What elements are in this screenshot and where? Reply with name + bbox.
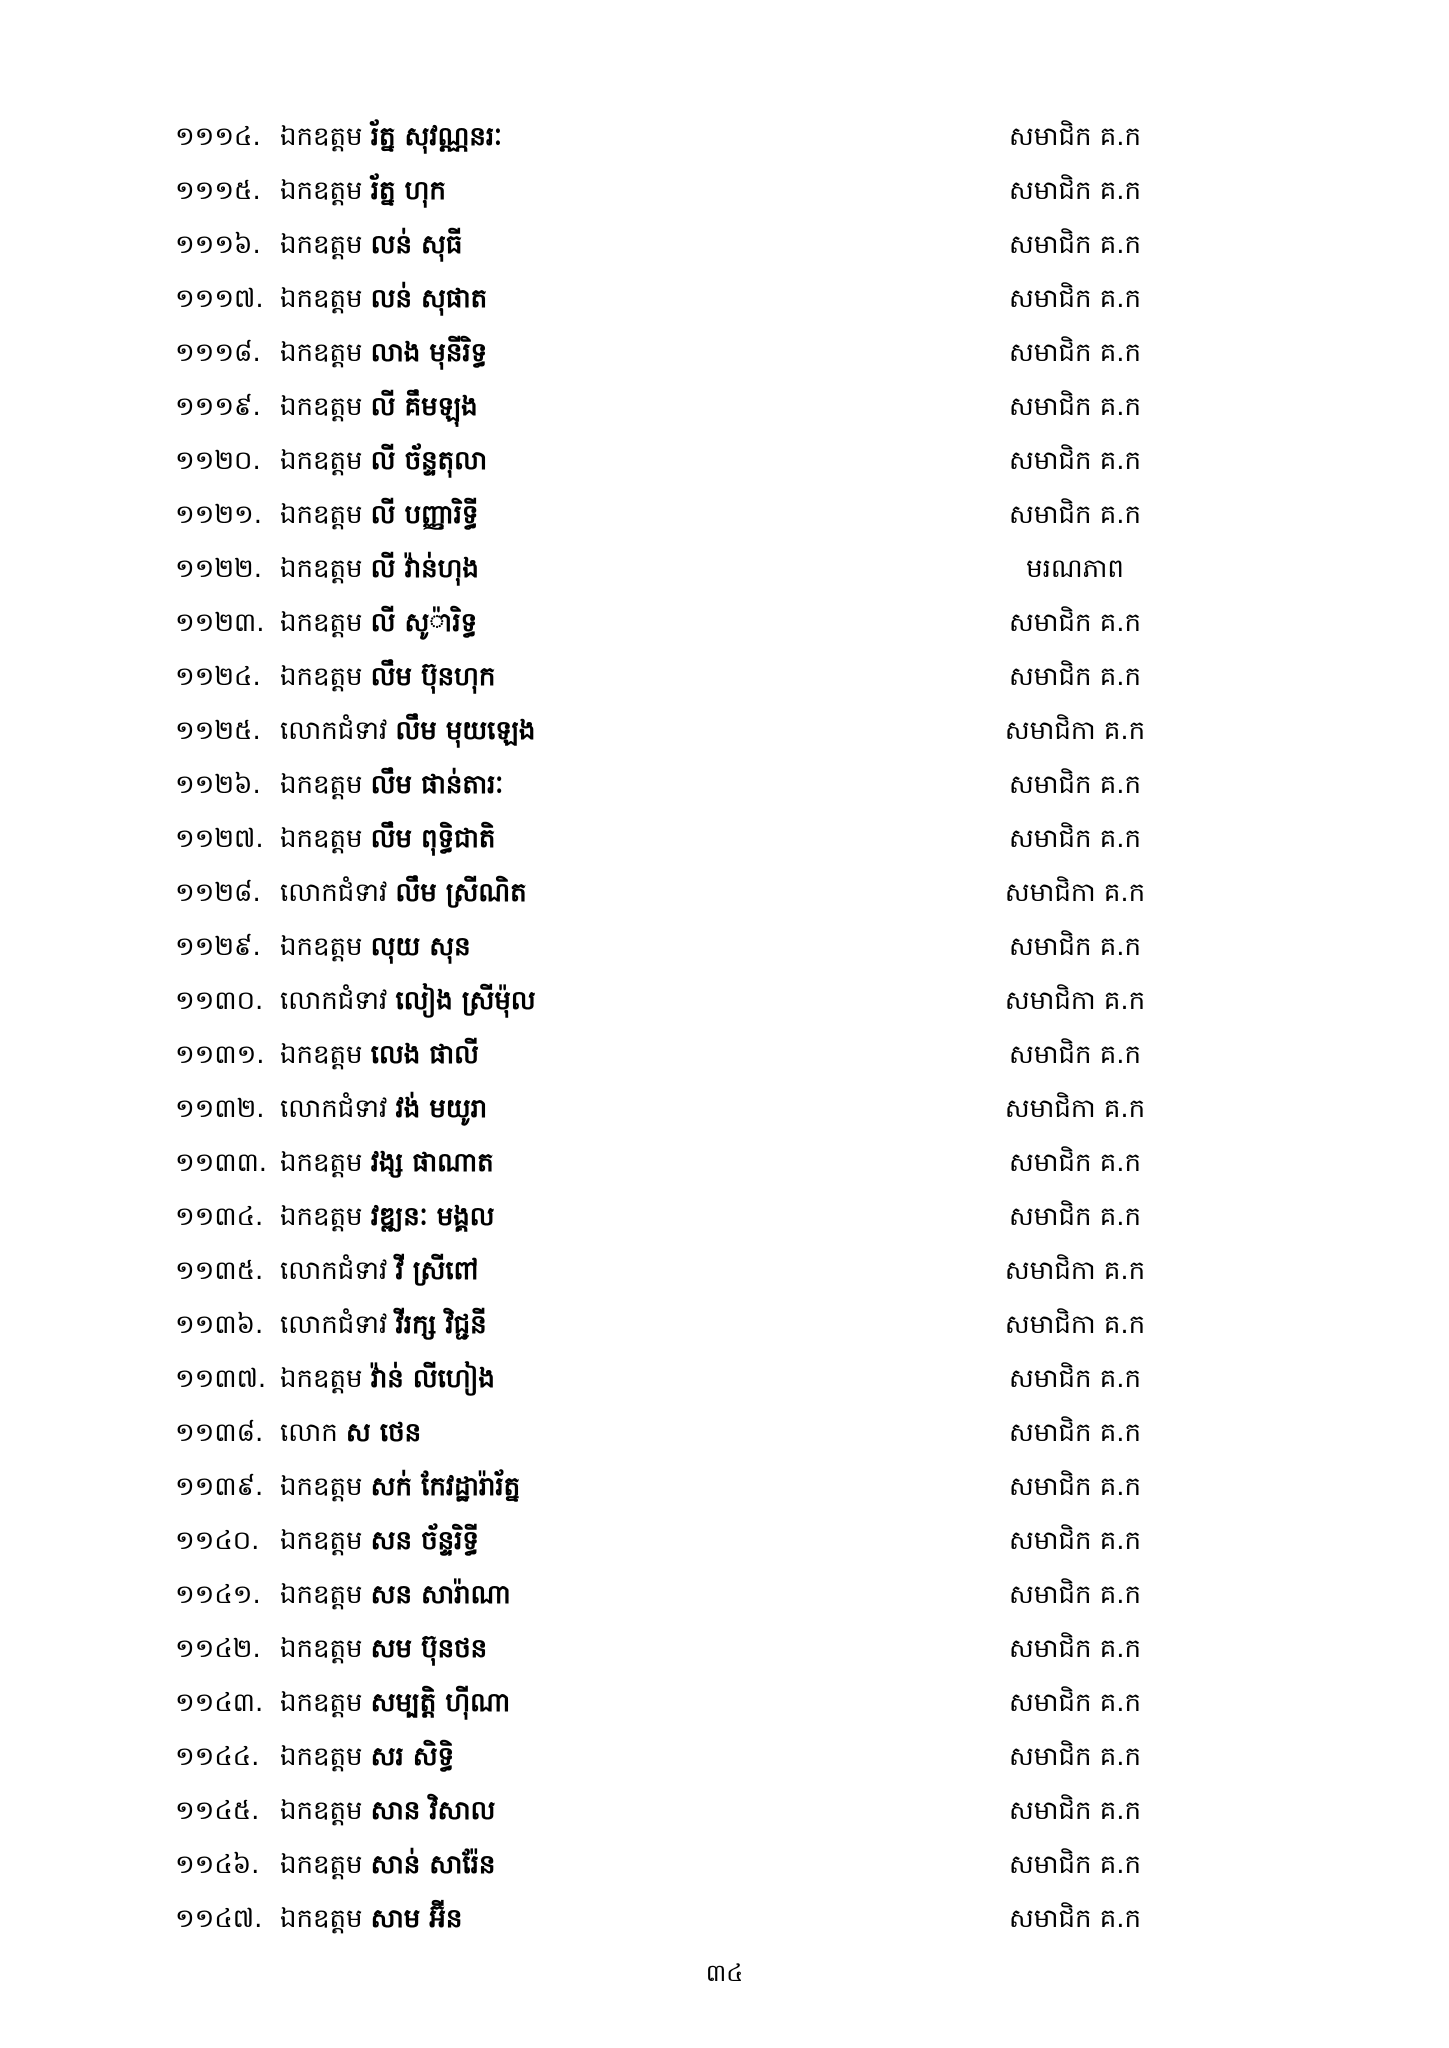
honorific-title: លោកជំទាវ (280, 878, 388, 908)
member-role: សមាជិក គ.ក (1008, 1742, 1142, 1772)
entry-number: ១១៤៣. (175, 1688, 264, 1718)
member-role: សមាជិក គ.ក (1008, 1526, 1142, 1556)
entry-name-line (280, 1794, 495, 1828)
honorific-title: ឯកឧត្តម (280, 1688, 363, 1718)
entry-number: ១១៣៩. (175, 1472, 264, 1502)
member-name: សន ច័ន្ទរិទ្ធី (370, 1526, 479, 1556)
honorific-title: ឯកឧត្តម (280, 392, 363, 422)
honorific-title: ឯកឧត្តម (280, 554, 363, 584)
member-role: សមាជិក គ.ក (1008, 284, 1142, 314)
entry-number: ១១២២. (175, 554, 262, 584)
member-role: សមាជិក គ.ក (1008, 1202, 1142, 1232)
entry-number: ១១១៨. (175, 338, 261, 368)
member-name: លី ច័ន្ទតុលា (370, 446, 488, 476)
member-name: លី សូ៉ារិទ្ធ (370, 608, 478, 638)
list-item (0, 1460, 1449, 1514)
entry-number: ១១៤៥. (175, 1796, 260, 1826)
list-item (0, 1298, 1449, 1352)
entry-name-line (280, 984, 536, 1018)
list-item (0, 1028, 1449, 1082)
list-item (0, 1730, 1449, 1784)
entry-number: ១១២៣. (175, 608, 265, 638)
honorific-title: ឯកឧត្តម (280, 1148, 363, 1178)
honorific-title: ឯកឧត្តម (280, 932, 363, 962)
member-name: សាន វិសាល (370, 1796, 496, 1826)
entry-number: ១១៣៤. (175, 1202, 264, 1232)
entry-number: ១១២៧. (175, 824, 264, 854)
entry-number: ១១២៦. (175, 770, 261, 800)
list-item (0, 704, 1449, 758)
list-item (0, 488, 1449, 542)
list-item (0, 434, 1449, 488)
member-name: រ័ត្ន ហុក (370, 176, 446, 206)
member-name: វង្ស ផាណាត (370, 1148, 494, 1178)
list-item (0, 380, 1449, 434)
member-role: សមាជិកា គ.ក (1004, 1256, 1146, 1286)
honorific-title: ឯកឧត្តម (280, 608, 363, 638)
list-item (0, 1244, 1449, 1298)
entry-number: ១១២៨. (175, 878, 261, 908)
member-list (0, 110, 1449, 1946)
honorific-title: លោកជំទាវ (280, 1094, 388, 1124)
list-item (0, 1514, 1449, 1568)
entry-number: ១១៣៥. (175, 1256, 264, 1286)
entry-name-line (280, 1470, 520, 1504)
entry-number: ១១២៩. (175, 932, 261, 962)
member-name: លៀង ស្រីម៉ុល (395, 986, 536, 1016)
entry-number: ១១១៩. (175, 392, 261, 422)
list-item (0, 1892, 1449, 1946)
honorific-title: ឯកឧត្តម (280, 1634, 363, 1664)
honorific-title: ឯកឧត្តម (280, 1040, 363, 1070)
member-name: លឹម មុយឡេង (395, 716, 536, 746)
entry-number: ១១៣០. (175, 986, 264, 1016)
member-role: សមាជិក គ.ក (1008, 1850, 1142, 1880)
entry-number: ១១៤០. (175, 1526, 260, 1556)
entry-name-line (280, 1146, 494, 1180)
member-role: សមាជិក គ.ក (1008, 1040, 1142, 1070)
entry-name-line (280, 1578, 511, 1612)
entry-number: ១១៣២. (175, 1094, 265, 1124)
entry-name-line (280, 606, 477, 640)
honorific-title: ឯកឧត្តម (280, 824, 363, 854)
member-role: សមាជិក គ.ក (1008, 1418, 1142, 1448)
list-item (0, 812, 1449, 866)
member-role: សមាជិក គ.ក (1008, 1472, 1142, 1502)
member-name: សន សារ៉ាណា (370, 1580, 511, 1610)
honorific-title: ឯកឧត្តម (280, 1904, 363, 1934)
entry-name-line (280, 120, 502, 154)
member-name: លឹម ប៊ុនហុក (370, 662, 496, 692)
entry-name-line (280, 1902, 462, 1936)
honorific-title: ឯកឧត្តម (280, 122, 363, 152)
list-item (0, 272, 1449, 326)
entry-number: ១១៣៨. (175, 1418, 264, 1448)
list-item (0, 1190, 1449, 1244)
member-role: សមាជិក គ.ក (1008, 1148, 1142, 1178)
member-name: លឹម ផាន់តារៈ (370, 770, 504, 800)
entry-number: ១១៤២. (175, 1634, 261, 1664)
member-name: លន់ សុធី (370, 230, 463, 260)
list-item (0, 542, 1449, 596)
member-role: សមាជិក គ.ក (1008, 122, 1142, 152)
entry-number: ១១៣៧. (175, 1364, 267, 1394)
honorific-title: ឯកឧត្តម (280, 1742, 363, 1772)
entry-number: ១១១៧. (175, 284, 264, 314)
entry-name-line (280, 1686, 510, 1720)
member-role: សមាជិក គ.ក (1008, 1796, 1142, 1826)
entry-number: ១១៤៧. (175, 1904, 263, 1934)
entry-name-line (280, 876, 527, 910)
honorific-title: លោកជំទាវ (280, 1310, 388, 1340)
entry-number: ១១២០. (175, 446, 261, 476)
honorific-title: ឯកឧត្តម (280, 1472, 363, 1502)
member-role: សមាជិក គ.ក (1008, 1364, 1142, 1394)
entry-number: ១១២១. (175, 500, 262, 530)
list-item (0, 596, 1449, 650)
list-item (0, 758, 1449, 812)
list-item (0, 218, 1449, 272)
member-name: លុយ សុន (370, 932, 471, 962)
member-name: វឌ្ឍនៈ មង្គល (370, 1202, 495, 1232)
honorific-title: ឯកឧត្តម (280, 1526, 363, 1556)
member-role: សមាជិក គ.ក (1008, 662, 1142, 692)
entry-number: ១១១៤. (175, 122, 261, 152)
page-number: ៣៤ (705, 1959, 744, 1987)
list-item (0, 974, 1449, 1028)
member-name: លន់ សុផាត (370, 284, 488, 314)
member-name: សម្បត្តិ ហ៊ីណា (370, 1688, 511, 1718)
member-role: សមាជិកា គ.ក (1004, 1310, 1146, 1340)
member-name: រ័ត្ន សុវណ្ណនរៈ (370, 122, 503, 152)
entry-name-line (280, 336, 487, 370)
honorific-title: ឯកឧត្តម (280, 500, 363, 530)
honorific-title: ឯកឧត្តម (280, 1364, 363, 1394)
member-role: សមាជិក គ.ក (1008, 824, 1142, 854)
entry-number: ១១២៥. (175, 716, 261, 746)
member-role: សមាជិក គ.ក (1008, 608, 1142, 638)
honorific-title: ឯកឧត្តម (280, 770, 363, 800)
member-name: លេង ផាលី (370, 1040, 479, 1070)
list-item (0, 866, 1449, 920)
member-role: សមាជិក គ.ក (1008, 932, 1142, 962)
member-name: សាន់ សារ៉ែន (370, 1850, 496, 1880)
list-item (0, 1136, 1449, 1190)
member-name: លាង មុនីរិទ្ធ (370, 338, 488, 368)
member-role: សមាជិក គ.ក (1008, 1634, 1142, 1664)
entry-number: ១១៣១. (175, 1040, 265, 1070)
member-role: សមាជិក គ.ក (1008, 1904, 1142, 1934)
entry-number: ១១៤១. (175, 1580, 261, 1610)
entry-name-line (280, 552, 479, 586)
entry-name-line (280, 1038, 479, 1072)
honorific-title: ឯកឧត្តម (280, 230, 363, 260)
member-name: លី គឹមឡុង (370, 392, 478, 422)
member-role: សមាជិកា គ.ក (1004, 1094, 1146, 1124)
entry-name-line (280, 444, 487, 478)
member-role: សមាជិក គ.ក (1008, 446, 1142, 476)
list-item (0, 1082, 1449, 1136)
member-name: វង់ មយូរា (395, 1094, 488, 1124)
member-name: លឹម ពុទ្ធិជាតិ (370, 824, 496, 854)
member-role: សមាជិកា គ.ក (1004, 716, 1146, 746)
member-name: សក់ កែវដ្ឋារ៉ារ័ត្ន (370, 1472, 521, 1502)
honorific-title: លោកជំទាវ (280, 716, 388, 746)
member-role: សមាជិកា គ.ក (1004, 878, 1146, 908)
entry-name-line (280, 1632, 487, 1666)
entry-number: ១១២៤. (175, 662, 261, 692)
entry-number: ១១៤៤. (175, 1742, 260, 1772)
list-item (0, 1676, 1449, 1730)
member-role: សមាជិក គ.ក (1008, 1688, 1142, 1718)
member-name: វី ស្រីពៅ (395, 1256, 479, 1286)
list-item (0, 1352, 1449, 1406)
honorific-title: លោក (280, 1418, 338, 1448)
member-name: លី វ៉ាន់ហុង (370, 554, 479, 584)
member-role: មរណភាព (1026, 554, 1124, 584)
list-item (0, 920, 1449, 974)
member-role: សមាជិក គ.ក (1008, 770, 1142, 800)
member-name: វ៉ាន់ លីហៀង (370, 1364, 495, 1394)
entry-name-line (280, 822, 495, 856)
member-name: សរ សិទ្ធិ (370, 1742, 455, 1772)
entry-name-line (280, 1848, 495, 1882)
member-role: សមាជិក គ.ក (1008, 1580, 1142, 1610)
member-role: សមាជិក គ.ក (1008, 176, 1142, 206)
entry-name-line (280, 768, 503, 802)
member-name: លី បញ្ញារិទ្ធី (370, 500, 479, 530)
member-name: សម ប៊ុនថន (370, 1634, 488, 1664)
entry-name-line (280, 1362, 495, 1396)
entry-name-line (280, 390, 478, 424)
member-role: សមាជិក គ.ក (1008, 500, 1142, 530)
entry-name-line (280, 1200, 495, 1234)
honorific-title: ឯកឧត្តម (280, 446, 363, 476)
entry-number: ១១១៥. (175, 176, 261, 206)
entry-name-line (280, 1740, 454, 1774)
list-item (0, 164, 1449, 218)
honorific-title: លោកជំទាវ (280, 1256, 388, 1286)
member-name: ស ថេន (346, 1418, 422, 1448)
entry-name-line (280, 714, 535, 748)
list-item (0, 650, 1449, 704)
entry-number: ១១៤៦. (175, 1850, 260, 1880)
honorific-title: ឯកឧត្តម (280, 662, 363, 692)
entry-name-line (280, 282, 487, 316)
honorific-title: ឯកឧត្តម (280, 1850, 363, 1880)
list-item (0, 1406, 1449, 1460)
entry-name-line (280, 660, 495, 694)
honorific-title: ឯកឧត្តម (280, 1796, 363, 1826)
entry-number: ១១៣៦. (175, 1310, 264, 1340)
honorific-title: ឯកឧត្តម (280, 284, 363, 314)
entry-number: ១១៣៣. (175, 1148, 268, 1178)
member-role: សមាជិក គ.ក (1008, 392, 1142, 422)
entry-name-line (280, 1254, 478, 1288)
entry-name-line (280, 1308, 487, 1342)
entry-name-line (280, 1524, 479, 1558)
honorific-title: ឯកឧត្តម (280, 338, 363, 368)
entry-name-line (280, 1416, 421, 1450)
member-name: វីរក្ស វិជ្ជនី (395, 1310, 487, 1340)
honorific-title: ឯកឧត្តម (280, 1202, 363, 1232)
list-item (0, 326, 1449, 380)
list-item (0, 1784, 1449, 1838)
honorific-title: ឯកឧត្តម (280, 1580, 363, 1610)
entry-name-line (280, 1092, 487, 1126)
list-item (0, 1622, 1449, 1676)
member-name: សាម អ៊ីន (370, 1904, 463, 1934)
list-item (0, 1838, 1449, 1892)
list-item (0, 110, 1449, 164)
entry-name-line (280, 174, 446, 208)
member-name: លឹម ស្រីណិត (395, 878, 527, 908)
entry-name-line (280, 930, 471, 964)
list-item (0, 1568, 1449, 1622)
entry-name-line (280, 228, 462, 262)
entry-name-line (280, 498, 478, 532)
honorific-title: លោកជំទាវ (280, 986, 388, 1016)
entry-number: ១១១៦. (175, 230, 261, 260)
member-role: សមាជិក គ.ក (1008, 338, 1142, 368)
member-role: សមាជិក គ.ក (1008, 230, 1142, 260)
member-role: សមាជិកា គ.ក (1004, 986, 1146, 1016)
honorific-title: ឯកឧត្តម (280, 176, 363, 206)
